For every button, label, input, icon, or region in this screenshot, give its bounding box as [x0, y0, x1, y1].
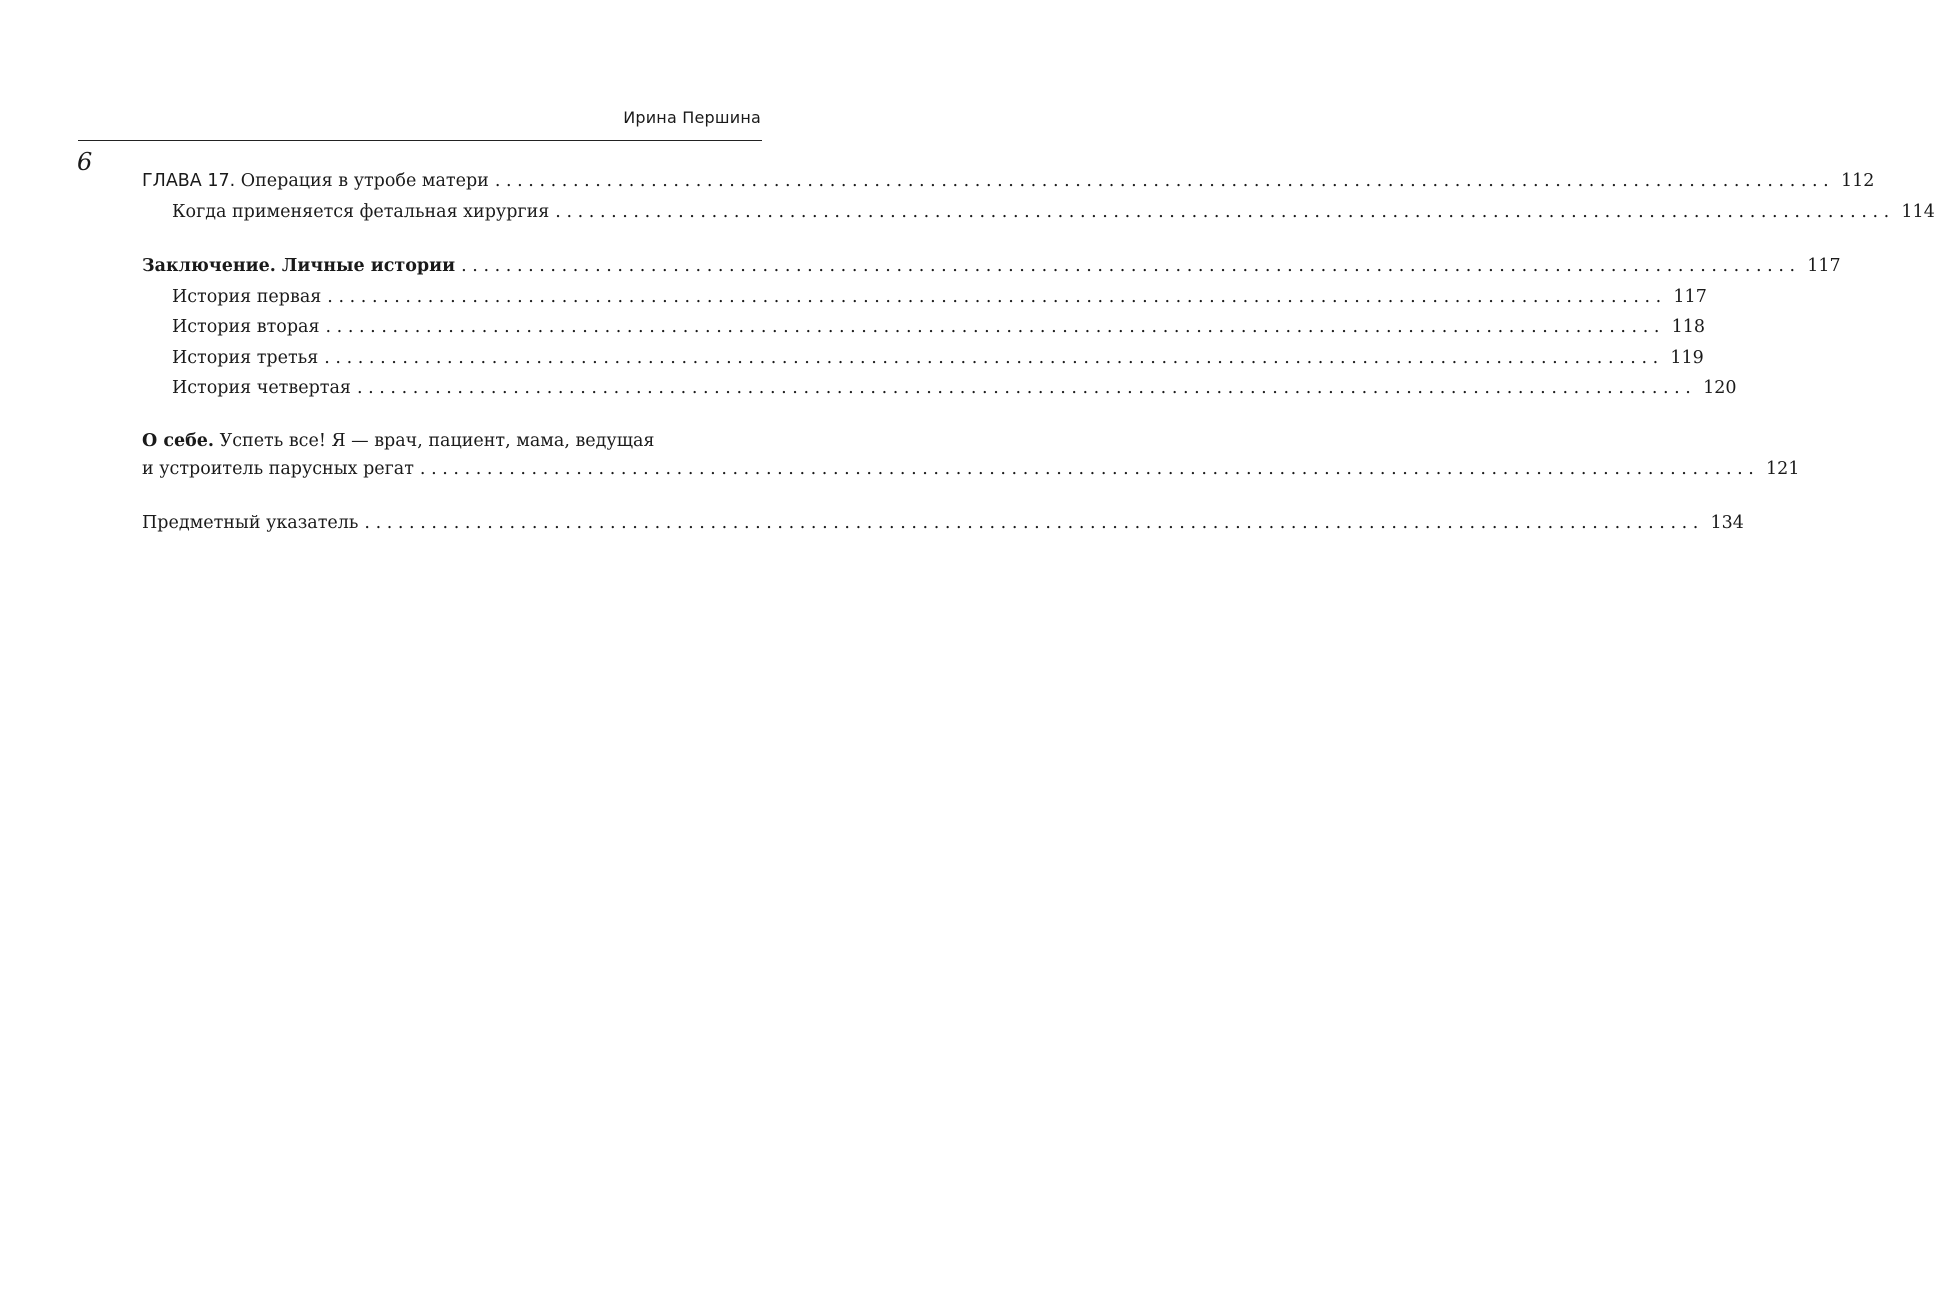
toc-page-number: 118 [1671, 317, 1706, 337]
dot-leader: ........................................................................................................................ [324, 347, 1664, 368]
toc-entry-title: История первая [172, 286, 322, 307]
toc-entry-title: Заключение. Личные истории [142, 256, 456, 276]
toc-page-number: 117 [1807, 256, 1841, 276]
toc-page-number: 117 [1673, 286, 1707, 307]
dot-leader: ........................................................................................................................ [555, 201, 1895, 222]
toc-entry-title [142, 166, 489, 197]
header-rule [78, 140, 762, 141]
toc-entry-conclusion[interactable] [142, 251, 1841, 282]
section-gap [142, 484, 762, 508]
toc-entry-story-1[interactable] [142, 282, 1707, 313]
toc-entry-title: Когда применяется фетальная хирургия [172, 201, 550, 222]
chapter-prefix: ГЛАВА 17. [142, 171, 236, 191]
toc-entry-title: История четвертая [172, 378, 351, 398]
about-bold-label: О себе. [142, 430, 215, 451]
toc-page-number: 134 [1710, 513, 1744, 533]
toc-entry-title: История вторая [172, 317, 320, 337]
section-gap [142, 404, 762, 428]
toc-entry-chapter-17[interactable] [142, 166, 1875, 197]
toc-page-number: 121 [1766, 458, 1800, 479]
toc-page-number: 120 [1703, 378, 1737, 398]
dot-leader: ........................................................................................................................ [419, 458, 1760, 479]
dot-leader: ........................................................................................................................ [494, 171, 1835, 191]
toc-entry-story-3[interactable] [142, 343, 1704, 374]
toc-entry-about-line-2 [142, 454, 1800, 485]
toc-entry-title: Предметный указатель [142, 513, 359, 533]
toc-entry-story-2[interactable] [142, 312, 1706, 343]
toc-entry-story-4[interactable] [142, 373, 1737, 404]
dot-leader: ........................................................................................................................ [327, 286, 1667, 307]
toc-page-number: 114 [1901, 201, 1935, 222]
dot-leader: ........................................................................................................................ [356, 378, 1697, 398]
running-head-author: Ирина Першина [623, 108, 761, 127]
dot-leader: ........................................................................................................................ [364, 513, 1704, 533]
dot-leader: ........................................................................................................................ [325, 317, 1666, 337]
toc-entry-about[interactable] [142, 428, 1800, 485]
table-of-contents [142, 166, 1935, 539]
toc-entry-subject-index[interactable] [142, 508, 1744, 539]
toc-page-number: 119 [1670, 347, 1704, 368]
toc-entry-fetal-surgery[interactable] [142, 197, 1935, 228]
dot-leader: ........................................................................................................................ [461, 256, 1801, 276]
section-gap [142, 227, 762, 251]
toc-entry-title-line-2: и устроитель парусных регат [142, 458, 414, 479]
toc-page-number: 112 [1840, 171, 1875, 191]
page-number: 6 [77, 148, 93, 176]
chapter-title: Операция в утробе матери [235, 171, 489, 191]
toc-entry-title: История третья [172, 347, 319, 368]
toc-entry-title-line-1: О себе. Успеть все! Я — врач, пациент, мама, ведущая [142, 430, 655, 451]
